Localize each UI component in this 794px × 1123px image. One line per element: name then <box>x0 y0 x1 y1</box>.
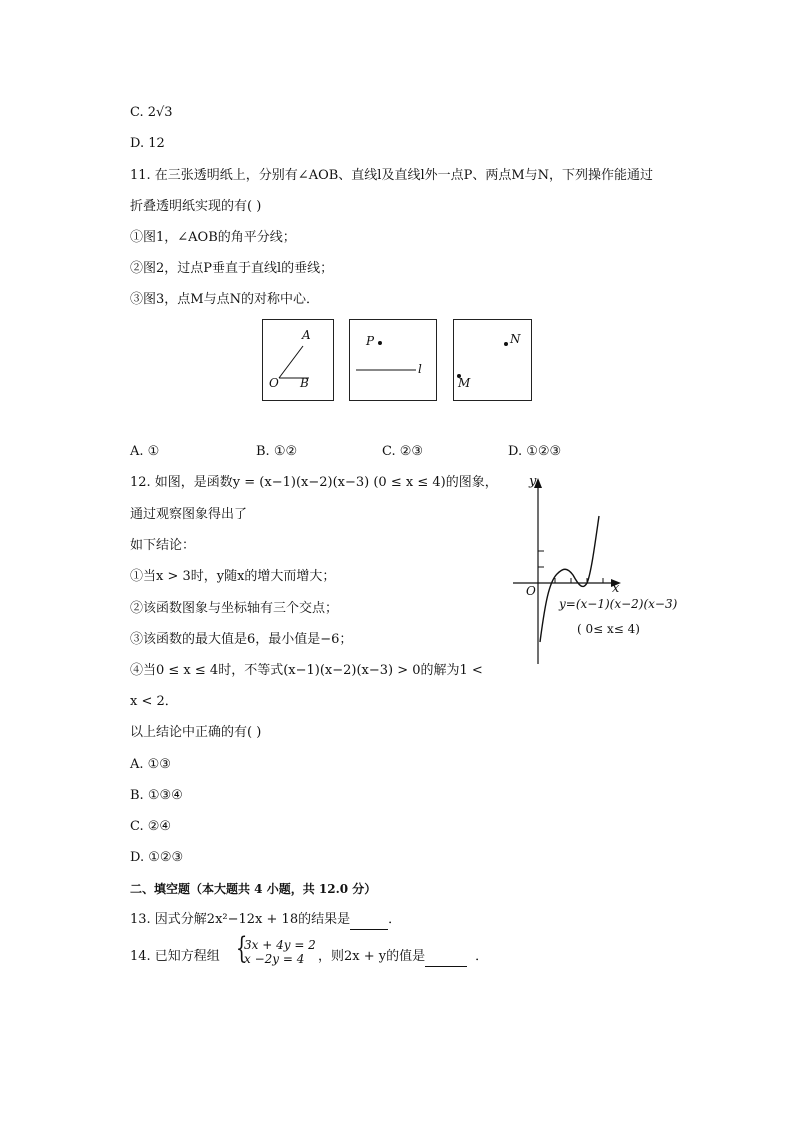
q13-tail: ． <box>388 912 402 927</box>
q11-item2: ②图2，过点P垂直于直线l的垂线； <box>130 261 334 276</box>
q14-brace: { <box>235 931 248 966</box>
label-b: B <box>300 376 309 390</box>
section-heading: 二、填空题（本大题共 4 小题，共 12.0 分） <box>130 882 377 896</box>
function-graph-drawing <box>505 474 705 674</box>
q12-conclusion-4-line2: x < 2． <box>130 694 178 709</box>
q12-ask: 以上结论中正确的有( ) <box>130 725 262 740</box>
q14-tail: ． <box>475 949 489 964</box>
q11-option-d: D. ①②③ <box>508 444 562 459</box>
label-m: M <box>458 376 471 390</box>
q14-rest <box>318 948 488 967</box>
point-n <box>504 342 508 346</box>
q13 <box>130 911 401 930</box>
q12-conclusion-4-line1: ④当0 ≤ x ≤ 4时，不等式(x−1)(x−2)(x−3) > 0的解为1 < <box>130 663 483 678</box>
graph-formula: y=(x−1)(x−2)(x−3) <box>559 597 678 611</box>
function-graph <box>505 474 705 674</box>
label-p: P <box>366 334 375 348</box>
label-n: N <box>510 332 521 346</box>
graph-y-label: y <box>529 474 537 489</box>
q10-option-c: C. 2√3 <box>130 105 173 120</box>
graph-origin-label: O <box>526 584 536 598</box>
figure-2 <box>349 319 437 401</box>
line-l-drawing <box>350 320 436 400</box>
label-o: O <box>269 376 279 390</box>
q12-option-c: C. ②④ <box>130 819 172 834</box>
q14-answer-blank[interactable] <box>425 948 467 967</box>
q12-conclusion-1: ①当x > 3时，y随x的增大而增大； <box>130 569 336 584</box>
graph-x-label: x <box>612 581 620 596</box>
q11-item3: ③图3，点M与点N的对称中心． <box>130 292 319 307</box>
q14-eq1: 3x + 4y = 2 <box>244 938 316 952</box>
q12-option-d: D. ①②③ <box>130 850 184 865</box>
q12-stem-line1: 12. 如图，是函数y = (x−1)(x−2)(x−3) (0 ≤ x ≤ 4)的图象， <box>130 475 498 490</box>
q14-lead: 14. 已知方程组 <box>130 949 220 964</box>
q13-answer-blank[interactable] <box>350 911 388 930</box>
q10-option-d: D. 12 <box>130 136 165 151</box>
figure-1 <box>262 319 334 401</box>
q11-item1: ①图1，∠AOB的角平分线； <box>130 230 296 245</box>
q11-stem-line1: 11. 在三张透明纸上，分别有∠AOB、直线l及直线l外一点P、两点M与N，下列操作能通过 <box>130 168 654 183</box>
q12-stem-line3: 如下结论： <box>130 538 196 553</box>
q12-conclusion-2: ②该函数图象与坐标轴有三个交点； <box>130 601 339 616</box>
label-l: l <box>418 362 422 376</box>
q13-text: 13. 因式分解2x²−12x + 18的结果是 <box>130 912 351 927</box>
q14-mid: ，则2x + y的值是 <box>318 949 426 964</box>
q11-option-b: B. ①② <box>256 444 298 459</box>
q12-stem-line2: 通过观察图象得出了 <box>130 507 248 522</box>
graph-domain: ( 0≤ x≤ 4) <box>577 622 640 636</box>
q11-option-a: A. ① <box>130 444 160 459</box>
figure-3 <box>453 319 532 401</box>
q11-stem-line2: 折叠透明纸实现的有( ) <box>130 199 262 214</box>
label-a: A <box>302 328 311 342</box>
q11-option-c: C. ②③ <box>382 444 424 459</box>
q12-option-a: A. ①③ <box>130 757 171 772</box>
q12-conclusion-3: ③该函数的最大值是6，最小值是−6； <box>130 632 353 647</box>
q14-eq2: x −2y = 4 <box>244 952 305 966</box>
q12-option-b: B. ①③④ <box>130 788 183 803</box>
